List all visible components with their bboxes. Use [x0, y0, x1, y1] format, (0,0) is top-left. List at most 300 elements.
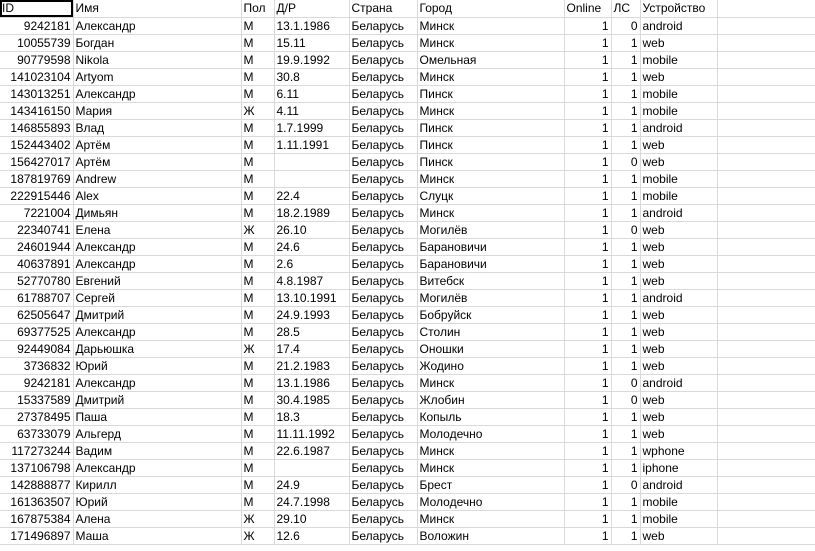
cell-city[interactable]: Пинск — [417, 119, 564, 136]
cell-city[interactable]: Воложин — [417, 527, 564, 544]
cell-online[interactable]: 1 — [564, 85, 611, 102]
cell-empty[interactable] — [717, 238, 815, 255]
cell-id[interactable]: 143416150 — [0, 102, 73, 119]
cell-device[interactable]: wphone — [640, 442, 717, 459]
cell-country[interactable]: Беларусь — [349, 510, 417, 527]
cell-sex[interactable]: М — [241, 289, 274, 306]
cell-sex[interactable]: М — [241, 374, 274, 391]
cell-online[interactable]: 1 — [564, 408, 611, 425]
cell-sex[interactable]: М — [241, 17, 274, 34]
cell-id[interactable]: 7221004 — [0, 204, 73, 221]
cell-id[interactable]: 152443402 — [0, 136, 73, 153]
cell-country[interactable]: Беларусь — [349, 17, 417, 34]
cell-device[interactable]: web — [640, 425, 717, 442]
cell-ls[interactable]: 1 — [611, 238, 640, 255]
cell-empty[interactable] — [717, 306, 815, 323]
cell-online[interactable]: 1 — [564, 170, 611, 187]
cell-empty[interactable] — [717, 34, 815, 51]
cell-ls[interactable]: 1 — [611, 34, 640, 51]
cell-id[interactable]: 222915446 — [0, 187, 73, 204]
cell-sex[interactable]: М — [241, 391, 274, 408]
cell-device[interactable]: web — [640, 153, 717, 170]
cell-city[interactable]: Бобруйск — [417, 306, 564, 323]
header-cell-empty[interactable] — [717, 0, 815, 17]
cell-ls[interactable]: 1 — [611, 425, 640, 442]
cell-online[interactable]: 1 — [564, 306, 611, 323]
cell-empty[interactable] — [717, 51, 815, 68]
cell-city[interactable]: Минск — [417, 34, 564, 51]
cell-online[interactable]: 1 — [564, 51, 611, 68]
cell-device[interactable]: android — [640, 204, 717, 221]
cell-city[interactable]: Минск — [417, 17, 564, 34]
cell-sex[interactable]: М — [241, 323, 274, 340]
cell-online[interactable]: 1 — [564, 442, 611, 459]
cell-name[interactable]: Паша — [73, 408, 241, 425]
cell-ls[interactable]: 1 — [611, 51, 640, 68]
cell-empty[interactable] — [717, 136, 815, 153]
cell-device[interactable]: web — [640, 34, 717, 51]
cell-birthdate[interactable]: 18.3 — [274, 408, 349, 425]
cell-device[interactable]: web — [640, 238, 717, 255]
cell-country[interactable]: Беларусь — [349, 493, 417, 510]
cell-ls[interactable]: 0 — [611, 476, 640, 493]
cell-country[interactable]: Беларусь — [349, 357, 417, 374]
cell-empty[interactable] — [717, 153, 815, 170]
cell-id[interactable]: 10055739 — [0, 34, 73, 51]
header-cell-city[interactable]: Город — [417, 0, 564, 17]
cell-empty[interactable] — [717, 170, 815, 187]
cell-sex[interactable]: М — [241, 34, 274, 51]
cell-name[interactable]: Дмитрий — [73, 391, 241, 408]
cell-birthdate[interactable]: 24.6 — [274, 238, 349, 255]
cell-birthdate[interactable]: 13.1.1986 — [274, 17, 349, 34]
cell-name[interactable]: Александр — [73, 255, 241, 272]
cell-name[interactable]: Александр — [73, 374, 241, 391]
cell-id[interactable]: 40637891 — [0, 255, 73, 272]
cell-empty[interactable] — [717, 408, 815, 425]
cell-online[interactable]: 1 — [564, 153, 611, 170]
cell-country[interactable]: Беларусь — [349, 340, 417, 357]
cell-empty[interactable] — [717, 357, 815, 374]
cell-name[interactable]: Дмитрий — [73, 306, 241, 323]
cell-name[interactable]: Димьян — [73, 204, 241, 221]
cell-empty[interactable] — [717, 68, 815, 85]
cell-online[interactable]: 1 — [564, 425, 611, 442]
cell-ls[interactable]: 0 — [611, 221, 640, 238]
cell-birthdate[interactable]: 19.9.1992 — [274, 51, 349, 68]
cell-id[interactable]: 143013251 — [0, 85, 73, 102]
cell-ls[interactable]: 1 — [611, 510, 640, 527]
cell-empty[interactable] — [717, 476, 815, 493]
cell-id[interactable]: 9242181 — [0, 374, 73, 391]
cell-id[interactable]: 167875384 — [0, 510, 73, 527]
cell-sex[interactable]: М — [241, 170, 274, 187]
cell-id[interactable]: 141023104 — [0, 68, 73, 85]
cell-ls[interactable]: 1 — [611, 85, 640, 102]
cell-name[interactable]: Artyom — [73, 68, 241, 85]
cell-sex[interactable]: М — [241, 85, 274, 102]
cell-ls[interactable]: 1 — [611, 187, 640, 204]
cell-id[interactable]: 156427017 — [0, 153, 73, 170]
cell-device[interactable]: mobile — [640, 170, 717, 187]
cell-device[interactable]: web — [640, 272, 717, 289]
cell-country[interactable]: Беларусь — [349, 272, 417, 289]
cell-empty[interactable] — [717, 425, 815, 442]
cell-name[interactable]: Александр — [73, 17, 241, 34]
cell-city[interactable]: Слуцк — [417, 187, 564, 204]
cell-device[interactable]: web — [640, 391, 717, 408]
cell-name[interactable]: Юрий — [73, 357, 241, 374]
cell-device[interactable]: mobile — [640, 85, 717, 102]
cell-id[interactable]: 61788707 — [0, 289, 73, 306]
cell-birthdate[interactable]: 22.6.1987 — [274, 442, 349, 459]
cell-id[interactable]: 69377525 — [0, 323, 73, 340]
cell-empty[interactable] — [717, 272, 815, 289]
cell-sex[interactable]: М — [241, 136, 274, 153]
cell-online[interactable]: 1 — [564, 119, 611, 136]
cell-birthdate[interactable]: 30.4.1985 — [274, 391, 349, 408]
cell-device[interactable]: android — [640, 476, 717, 493]
cell-birthdate[interactable]: 29.10 — [274, 510, 349, 527]
cell-country[interactable]: Беларусь — [349, 238, 417, 255]
cell-city[interactable]: Минск — [417, 68, 564, 85]
cell-city[interactable]: Молодечно — [417, 493, 564, 510]
cell-sex[interactable]: М — [241, 357, 274, 374]
cell-sex[interactable]: М — [241, 442, 274, 459]
cell-birthdate[interactable]: 13.10.1991 — [274, 289, 349, 306]
cell-id[interactable]: 161363507 — [0, 493, 73, 510]
cell-device[interactable]: mobile — [640, 510, 717, 527]
cell-birthdate[interactable]: 1.7.1999 — [274, 119, 349, 136]
cell-city[interactable]: Минск — [417, 459, 564, 476]
cell-device[interactable]: mobile — [640, 187, 717, 204]
cell-empty[interactable] — [717, 102, 815, 119]
cell-empty[interactable] — [717, 289, 815, 306]
cell-ls[interactable]: 0 — [611, 374, 640, 391]
header-cell-online[interactable]: Online — [564, 0, 611, 17]
cell-city[interactable]: Минск — [417, 204, 564, 221]
cell-id[interactable]: 52770780 — [0, 272, 73, 289]
cell-online[interactable]: 1 — [564, 510, 611, 527]
cell-sex[interactable]: М — [241, 306, 274, 323]
cell-empty[interactable] — [717, 85, 815, 102]
cell-online[interactable]: 1 — [564, 204, 611, 221]
cell-device[interactable]: mobile — [640, 51, 717, 68]
cell-sex[interactable]: М — [241, 425, 274, 442]
cell-name[interactable]: Юрий — [73, 493, 241, 510]
cell-ls[interactable]: 1 — [611, 527, 640, 544]
cell-sex[interactable]: М — [241, 255, 274, 272]
cell-birthdate[interactable]: 18.2.1989 — [274, 204, 349, 221]
cell-city[interactable]: Минск — [417, 102, 564, 119]
cell-empty[interactable] — [717, 527, 815, 544]
cell-ls[interactable]: 1 — [611, 136, 640, 153]
cell-birthdate[interactable]: 21.2.1983 — [274, 357, 349, 374]
cell-country[interactable]: Беларусь — [349, 255, 417, 272]
cell-birthdate[interactable]: 24.9.1993 — [274, 306, 349, 323]
cell-online[interactable]: 1 — [564, 459, 611, 476]
cell-sex[interactable]: Ж — [241, 102, 274, 119]
cell-device[interactable]: android — [640, 17, 717, 34]
cell-sex[interactable]: М — [241, 68, 274, 85]
cell-device[interactable]: web — [640, 306, 717, 323]
cell-ls[interactable]: 1 — [611, 204, 640, 221]
cell-empty[interactable] — [717, 510, 815, 527]
cell-country[interactable]: Беларусь — [349, 289, 417, 306]
cell-sex[interactable]: М — [241, 238, 274, 255]
cell-empty[interactable] — [717, 493, 815, 510]
cell-city[interactable]: Оношки — [417, 340, 564, 357]
cell-country[interactable]: Беларусь — [349, 306, 417, 323]
cell-name[interactable]: Александр — [73, 85, 241, 102]
cell-name[interactable]: Дарьюшка — [73, 340, 241, 357]
cell-id[interactable]: 3736832 — [0, 357, 73, 374]
cell-country[interactable]: Беларусь — [349, 323, 417, 340]
cell-country[interactable]: Беларусь — [349, 425, 417, 442]
cell-online[interactable]: 1 — [564, 187, 611, 204]
cell-country[interactable]: Беларусь — [349, 442, 417, 459]
cell-id[interactable]: 15337589 — [0, 391, 73, 408]
cell-online[interactable]: 1 — [564, 102, 611, 119]
cell-online[interactable]: 1 — [564, 68, 611, 85]
cell-online[interactable]: 1 — [564, 289, 611, 306]
cell-city[interactable]: Пинск — [417, 136, 564, 153]
cell-ls[interactable]: 1 — [611, 170, 640, 187]
cell-id[interactable]: 90779598 — [0, 51, 73, 68]
cell-city[interactable]: Минск — [417, 442, 564, 459]
cell-city[interactable]: Жодино — [417, 357, 564, 374]
cell-birthdate[interactable]: 11.11.1992 — [274, 425, 349, 442]
cell-name[interactable]: Влад — [73, 119, 241, 136]
cell-country[interactable]: Беларусь — [349, 119, 417, 136]
header-cell-name[interactable]: Имя — [73, 0, 241, 17]
cell-device[interactable]: web — [640, 255, 717, 272]
cell-birthdate[interactable]: 24.7.1998 — [274, 493, 349, 510]
cell-online[interactable]: 1 — [564, 136, 611, 153]
cell-device[interactable]: web — [640, 357, 717, 374]
cell-name[interactable]: Артём — [73, 136, 241, 153]
cell-city[interactable]: Барановичи — [417, 255, 564, 272]
cell-ls[interactable]: 1 — [611, 102, 640, 119]
cell-ls[interactable]: 0 — [611, 153, 640, 170]
cell-ls[interactable]: 1 — [611, 408, 640, 425]
cell-sex[interactable]: Ж — [241, 527, 274, 544]
cell-birthdate[interactable]: 13.1.1986 — [274, 374, 349, 391]
cell-id[interactable]: 9242181 — [0, 17, 73, 34]
cell-birthdate[interactable]: 6.11 — [274, 85, 349, 102]
cell-sex[interactable]: Ж — [241, 221, 274, 238]
cell-name[interactable]: Александр — [73, 238, 241, 255]
cell-ls[interactable]: 0 — [611, 391, 640, 408]
cell-name[interactable]: Andrew — [73, 170, 241, 187]
cell-country[interactable]: Беларусь — [349, 51, 417, 68]
cell-empty[interactable] — [717, 459, 815, 476]
cell-country[interactable]: Беларусь — [349, 459, 417, 476]
cell-name[interactable]: Сергей — [73, 289, 241, 306]
header-cell-sex[interactable]: Пол — [241, 0, 274, 17]
cell-id[interactable]: 24601944 — [0, 238, 73, 255]
cell-sex[interactable]: М — [241, 204, 274, 221]
cell-sex[interactable]: М — [241, 408, 274, 425]
cell-city[interactable]: Могилёв — [417, 289, 564, 306]
cell-sex[interactable]: М — [241, 119, 274, 136]
cell-empty[interactable] — [717, 17, 815, 34]
cell-sex[interactable]: М — [241, 187, 274, 204]
cell-name[interactable]: Кирилл — [73, 476, 241, 493]
cell-sex[interactable]: М — [241, 272, 274, 289]
cell-id[interactable]: 92449084 — [0, 340, 73, 357]
cell-sex[interactable]: М — [241, 493, 274, 510]
cell-empty[interactable] — [717, 204, 815, 221]
cell-name[interactable]: Вадим — [73, 442, 241, 459]
cell-online[interactable]: 1 — [564, 17, 611, 34]
cell-id[interactable]: 137106798 — [0, 459, 73, 476]
cell-birthdate[interactable]: 26.10 — [274, 221, 349, 238]
cell-name[interactable]: Александр — [73, 323, 241, 340]
header-cell-birthdate[interactable]: Д/Р — [274, 0, 349, 17]
cell-sex[interactable]: М — [241, 476, 274, 493]
cell-ls[interactable]: 1 — [611, 357, 640, 374]
header-cell-ls[interactable]: ЛС — [611, 0, 640, 17]
cell-country[interactable]: Беларусь — [349, 391, 417, 408]
cell-birthdate[interactable]: 4.8.1987 — [274, 272, 349, 289]
cell-empty[interactable] — [717, 442, 815, 459]
cell-city[interactable]: Молодечно — [417, 425, 564, 442]
cell-device[interactable]: web — [640, 408, 717, 425]
cell-id[interactable]: 22340741 — [0, 221, 73, 238]
cell-birthdate[interactable]: 17.4 — [274, 340, 349, 357]
cell-id[interactable]: 27378495 — [0, 408, 73, 425]
cell-city[interactable]: Минск — [417, 510, 564, 527]
cell-country[interactable]: Беларусь — [349, 34, 417, 51]
cell-ls[interactable]: 1 — [611, 459, 640, 476]
cell-empty[interactable] — [717, 221, 815, 238]
cell-name[interactable]: Алена — [73, 510, 241, 527]
cell-device[interactable]: web — [640, 527, 717, 544]
cell-birthdate[interactable] — [274, 153, 349, 170]
cell-empty[interactable] — [717, 391, 815, 408]
cell-device[interactable]: mobile — [640, 493, 717, 510]
cell-name[interactable]: Альгерд — [73, 425, 241, 442]
cell-ls[interactable]: 1 — [611, 272, 640, 289]
cell-ls[interactable]: 1 — [611, 493, 640, 510]
cell-city[interactable]: Могилёв — [417, 221, 564, 238]
cell-online[interactable]: 1 — [564, 255, 611, 272]
cell-birthdate[interactable]: 1.11.1991 — [274, 136, 349, 153]
cell-ls[interactable]: 1 — [611, 323, 640, 340]
cell-name[interactable]: Артём — [73, 153, 241, 170]
cell-id[interactable]: 63733079 — [0, 425, 73, 442]
cell-online[interactable]: 1 — [564, 476, 611, 493]
cell-sex[interactable]: Ж — [241, 510, 274, 527]
cell-id[interactable]: 142888877 — [0, 476, 73, 493]
cell-birthdate[interactable]: 2.6 — [274, 255, 349, 272]
cell-id[interactable]: 187819769 — [0, 170, 73, 187]
cell-empty[interactable] — [717, 119, 815, 136]
cell-birthdate[interactable]: 22.4 — [274, 187, 349, 204]
cell-online[interactable]: 1 — [564, 272, 611, 289]
cell-country[interactable]: Беларусь — [349, 68, 417, 85]
cell-country[interactable]: Беларусь — [349, 170, 417, 187]
cell-city[interactable]: Столин — [417, 323, 564, 340]
cell-birthdate[interactable]: 12.6 — [274, 527, 349, 544]
cell-sex[interactable]: М — [241, 459, 274, 476]
cell-device[interactable]: mobile — [640, 102, 717, 119]
cell-country[interactable]: Беларусь — [349, 221, 417, 238]
cell-city[interactable]: Минск — [417, 170, 564, 187]
cell-device[interactable]: android — [640, 119, 717, 136]
cell-online[interactable]: 1 — [564, 527, 611, 544]
cell-device[interactable]: web — [640, 340, 717, 357]
cell-birthdate[interactable]: 28.5 — [274, 323, 349, 340]
cell-ls[interactable]: 1 — [611, 289, 640, 306]
cell-birthdate[interactable]: 15.11 — [274, 34, 349, 51]
cell-id[interactable]: 117273244 — [0, 442, 73, 459]
header-cell-id[interactable]: ID — [0, 0, 73, 17]
cell-city[interactable]: Витебск — [417, 272, 564, 289]
cell-online[interactable]: 1 — [564, 391, 611, 408]
cell-device[interactable]: web — [640, 68, 717, 85]
cell-birthdate[interactable] — [274, 459, 349, 476]
cell-online[interactable]: 1 — [564, 221, 611, 238]
header-cell-device[interactable]: Устройство — [640, 0, 717, 17]
cell-name[interactable]: Евгений — [73, 272, 241, 289]
cell-sex[interactable]: М — [241, 51, 274, 68]
cell-device[interactable]: web — [640, 221, 717, 238]
cell-ls[interactable]: 1 — [611, 255, 640, 272]
cell-online[interactable]: 1 — [564, 238, 611, 255]
cell-sex[interactable]: М — [241, 153, 274, 170]
cell-country[interactable]: Беларусь — [349, 85, 417, 102]
cell-online[interactable]: 1 — [564, 357, 611, 374]
cell-device[interactable]: web — [640, 323, 717, 340]
cell-id[interactable]: 171496897 — [0, 527, 73, 544]
cell-birthdate[interactable]: 4.11 — [274, 102, 349, 119]
cell-name[interactable]: Богдан — [73, 34, 241, 51]
cell-city[interactable]: Омельная — [417, 51, 564, 68]
cell-country[interactable]: Беларусь — [349, 187, 417, 204]
cell-country[interactable]: Беларусь — [349, 102, 417, 119]
cell-city[interactable]: Минск — [417, 374, 564, 391]
cell-online[interactable]: 1 — [564, 340, 611, 357]
cell-name[interactable]: Александр — [73, 459, 241, 476]
cell-empty[interactable] — [717, 187, 815, 204]
cell-online[interactable]: 1 — [564, 34, 611, 51]
cell-device[interactable]: android — [640, 374, 717, 391]
cell-name[interactable]: Nikola — [73, 51, 241, 68]
cell-city[interactable]: Жлобин — [417, 391, 564, 408]
cell-city[interactable]: Брест — [417, 476, 564, 493]
cell-city[interactable]: Барановичи — [417, 238, 564, 255]
cell-birthdate[interactable]: 24.9 — [274, 476, 349, 493]
cell-ls[interactable]: 1 — [611, 442, 640, 459]
cell-ls[interactable]: 0 — [611, 17, 640, 34]
cell-city[interactable]: Пинск — [417, 153, 564, 170]
cell-name[interactable]: Мария — [73, 102, 241, 119]
cell-country[interactable]: Беларусь — [349, 153, 417, 170]
cell-birthdate[interactable] — [274, 170, 349, 187]
cell-city[interactable]: Копыль — [417, 408, 564, 425]
cell-country[interactable]: Беларусь — [349, 374, 417, 391]
cell-name[interactable]: Елена — [73, 221, 241, 238]
cell-country[interactable]: Беларусь — [349, 408, 417, 425]
cell-name[interactable]: Alex — [73, 187, 241, 204]
cell-empty[interactable] — [717, 340, 815, 357]
cell-country[interactable]: Беларусь — [349, 204, 417, 221]
cell-ls[interactable]: 1 — [611, 119, 640, 136]
cell-online[interactable]: 1 — [564, 374, 611, 391]
cell-ls[interactable]: 1 — [611, 340, 640, 357]
